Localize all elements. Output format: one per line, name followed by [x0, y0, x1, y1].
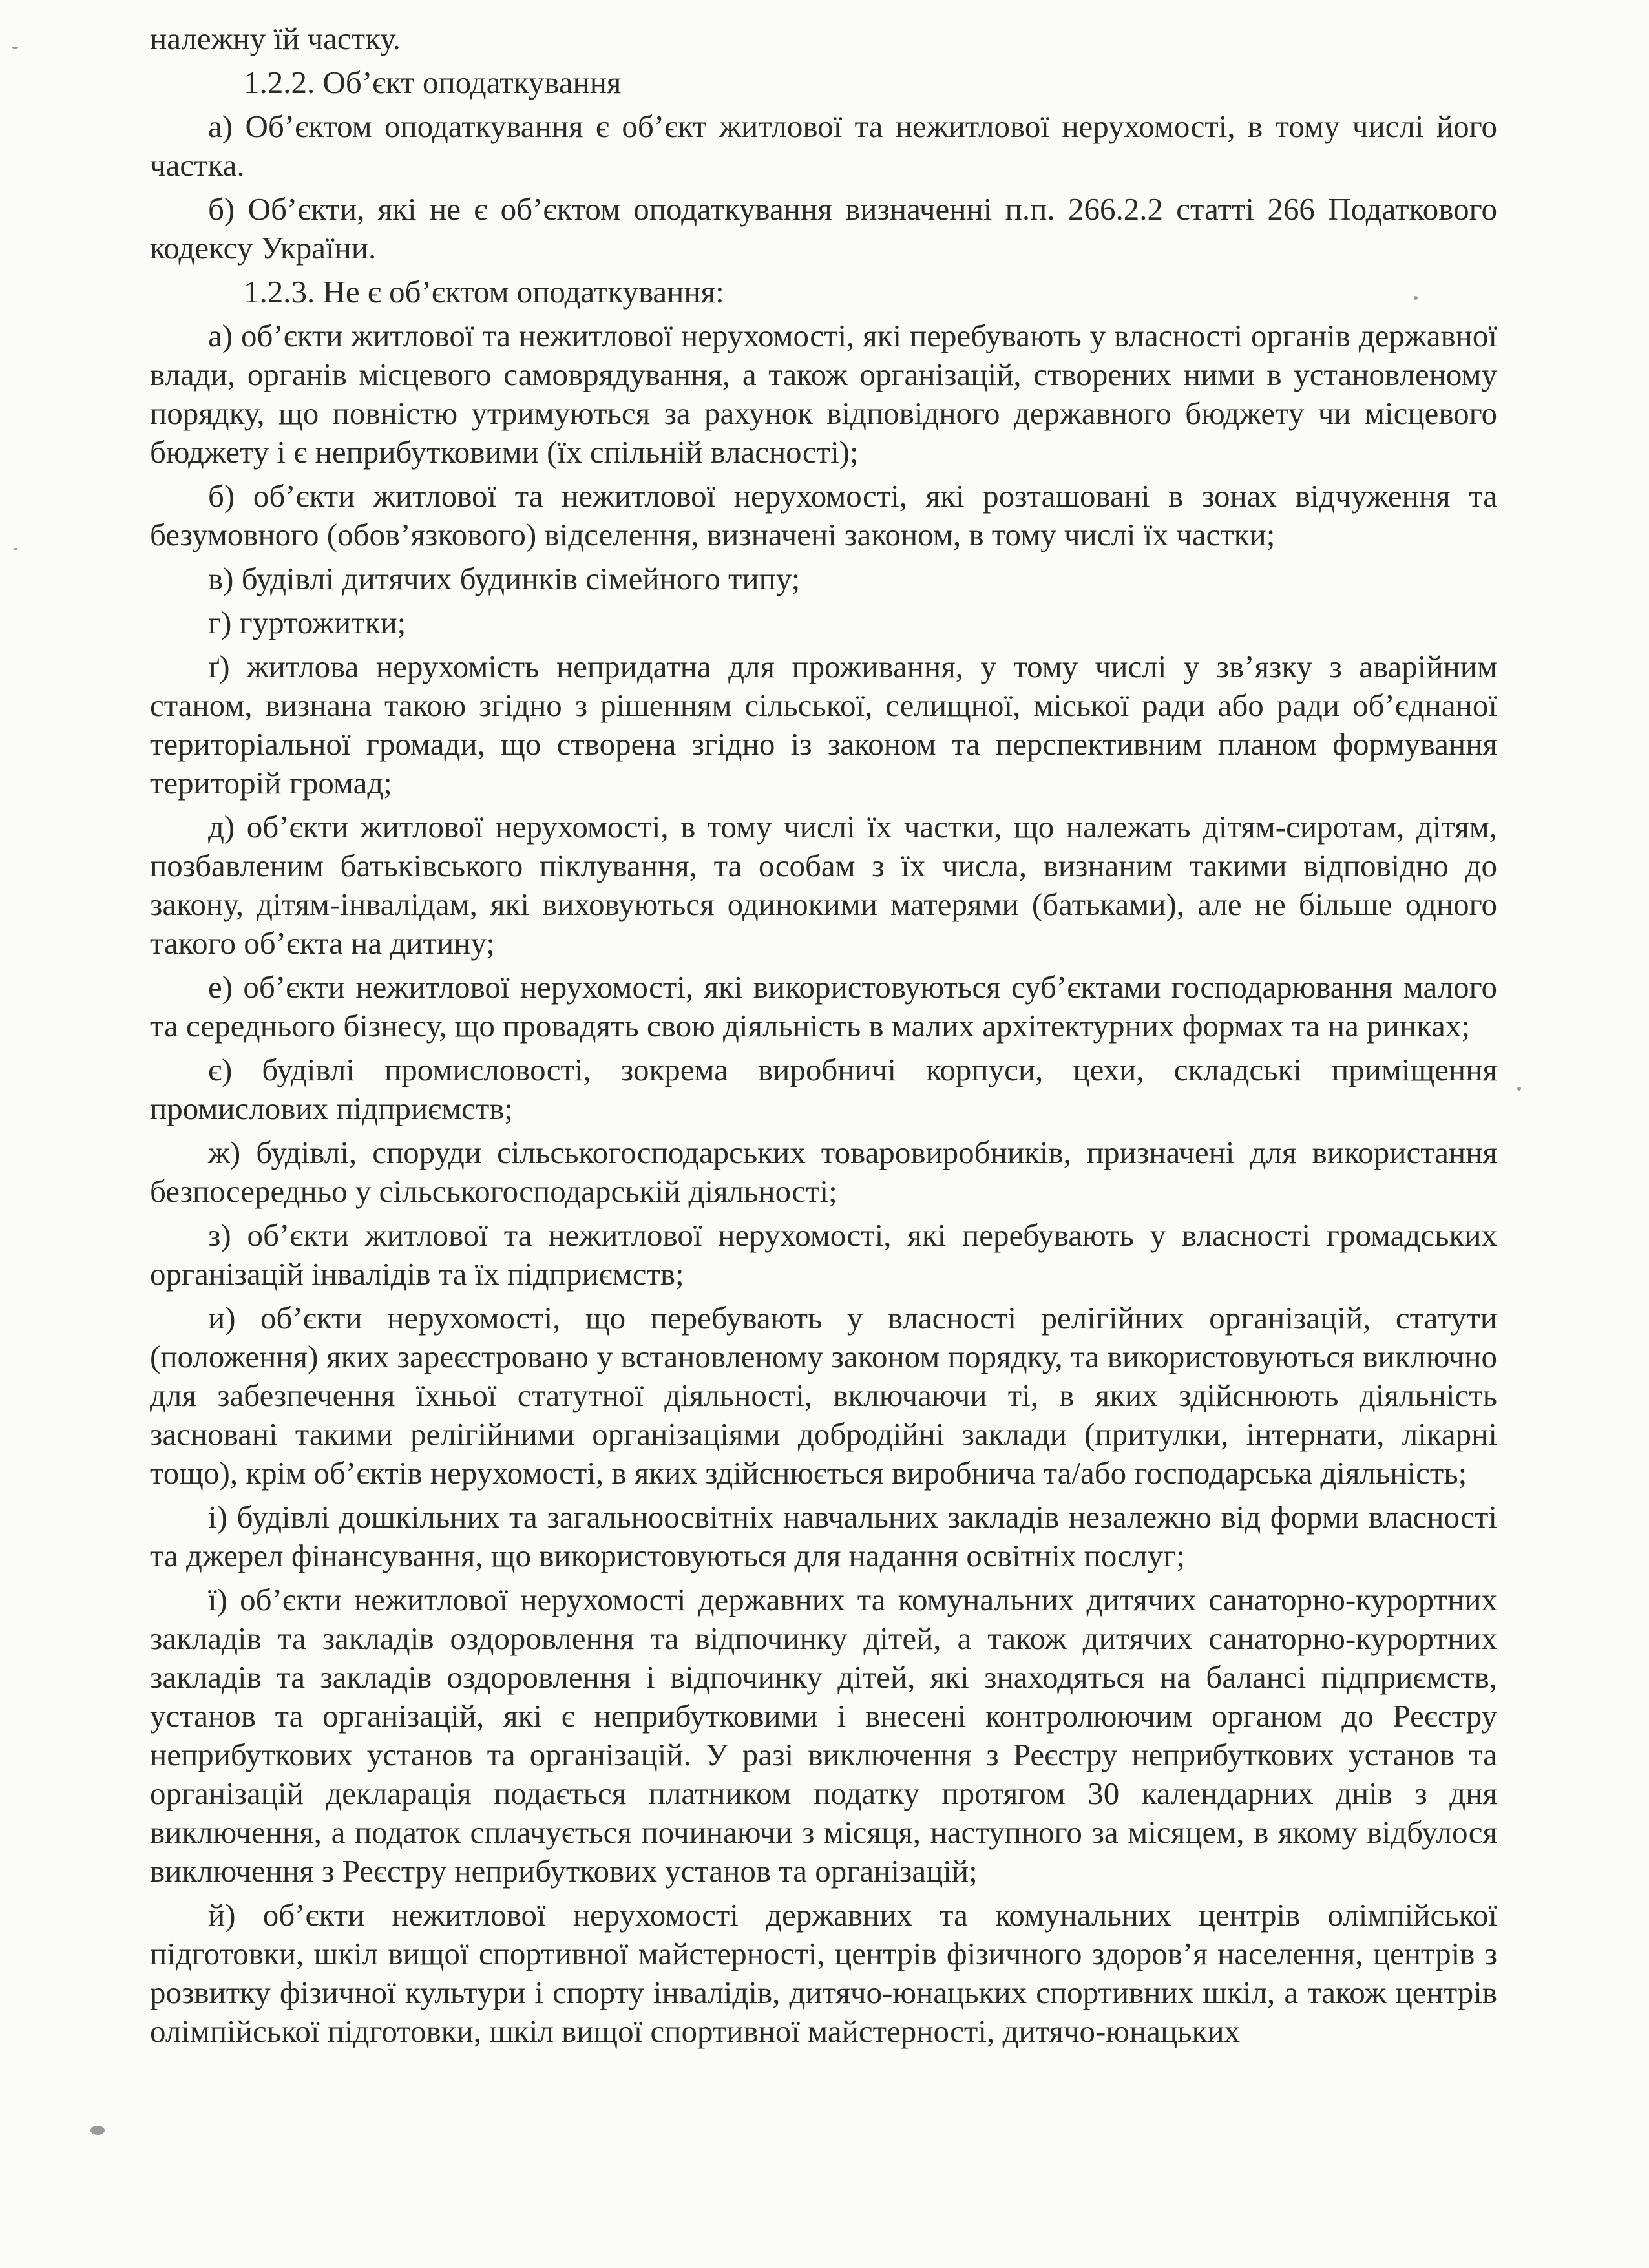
- list-item-e: е) об’єкти нежитлової нерухомості, які використовуються суб’єктами господарювання малого та середнього бізнесу, що провадять свою діяльність в малих архітектурних формах та на ринках;: [150, 969, 1497, 1044]
- list-item-a: а) об’єкти житлової та нежитлової нерухомості, які перебувають у власності органів державної влади, органів місцевого самоврядування, а також організацій, створених ними в установленому порядку, що повністю утримуються за рахунок відповідного державного бюджету чи місцевого бюджету і є неприбутковими (їх спільній власності);: [150, 318, 1497, 470]
- list-item-z: з) об’єкти житлової та нежитлової нерухомості, які перебувають у власності громадських організацій інвалідів та їх підприємств;: [150, 1217, 1497, 1292]
- scan-speck: [12, 47, 18, 49]
- list-item-b: б) об’єкти житлової та нежитлової нерухомості, які розташовані в зонах відчуження та безумовного (обов’язкового) відселення, визначені законом, в тому числі їх частки;: [150, 478, 1497, 552]
- paragraph-item-a: а) Об’єктом оподаткування є об’єкт житлової та нежитлової нерухомості, в тому числі його частка.: [150, 109, 1497, 183]
- scan-speck: [1414, 296, 1418, 300]
- list-item-yi: ї) об’єкти нежитлової нерухомості державних та комунальних дитячих санаторно-курортних закладів та закладів оздоровлення та відпочинку дітей, а також дитячих санаторно-курортних закладів та закладів оздоровлення і відпочинку дітей, які знаходяться на балансі підприємств, установ та організацій, які є неприбутковими і внесені контролюючим органом до Реєстру неприбуткових установ та організацій. У разі виключення з Реєстру неприбуткових установ та організацій декларація подається платником податку протягом 30 календарних днів з дня виключення, а податок сплачується починаючи з місяця, наступного за місяцем, в якому відбулося виключення з Реєстру неприбуткових установ та організацій;: [150, 1582, 1497, 1889]
- list-item-g: ґ) житлова нерухомість непридатна для проживання, у тому числі у зв’язку з аварійним станом, визнана такою згідно з рішенням сільської, селищної, міської ради або ради об’єднаної територіальної громади, що створена згідно із законом та перспективним планом формування територій громад;: [150, 649, 1497, 801]
- list-item-i: і) будівлі дошкільних та загальноосвітніх навчальних закладів незалежно від форми власності та джерел фінансування, що використовуються для надання освітніх послуг;: [150, 1499, 1497, 1573]
- document-body: [150, 19, 1497, 2056]
- list-item-h: г) гуртожитки;: [208, 605, 406, 640]
- section-heading-1-2-2: 1.2.2. Об’єкт оподаткування: [244, 65, 622, 100]
- list-item-y: и) об’єкти нерухомості, що перебувають у власності релігійних організацій, статути (положення) яких зареєстровано у встановленому законом порядку, та використовуються виключно для забезпечення їхньої статутної діяльності, включаючи ті, в яких здійснюють діяльність засновані такими релігійними організаціями добродійні заклади (притулки, інтернати, лікарні тощо), крім об’єктів нерухомості, в яких здійснюється виробнича та/або господарська діяльність;: [150, 1300, 1497, 1491]
- section-heading-1-2-3: 1.2.3. Не є об’єктом оподаткування:: [244, 274, 724, 310]
- list-item-d: д) об’єкти житлової нерухомості, в тому числі їх частки, що належать дітям-сиротам, дітям, позбавленим батьківського піклування, та особам з їх числа, визнаним такими відповідно до закону, дітям-інвалідам, які виховуються одинокими матерями (батьками), але не більше одного такого об’єкта на дитину;: [150, 809, 1497, 961]
- list-item-v: в) будівлі дитячих будинків сімейного типу;: [208, 561, 801, 596]
- paragraph-item-b: б) Об’єкти, які не є об’єктом оподаткування визначенні п.п. 266.2.2 статті 266 Податкового кодексу України.: [150, 191, 1497, 266]
- list-item-zh: ж) будівлі, споруди сільськогосподарських товаровиробників, призначені для використання безпосередньо у сільськогосподарській діяльності;: [150, 1135, 1497, 1209]
- scan-speck: [1517, 1087, 1521, 1091]
- scan-speck: [13, 548, 18, 550]
- list-item-yot: й) об’єкти нежитлової нерухомості державних та комунальних центрів олімпійської підготовки, шкіл вищої спортивної майстерності, центрів фізичного здоров’я населення, центрів з розвитку фізичної культури і спорту інвалідів, дитячо-юнацьких спортивних шкіл, а також центрів олімпійської підготовки, шкіл вищої спортивної майстерності, дитячо-юнацьких: [150, 1897, 1497, 2049]
- list-item-ye: є) будівлі промисловості, зокрема виробничі корпуси, цехи, складські приміщення промислових підприємств;: [150, 1052, 1497, 1126]
- scan-speck: [90, 2126, 105, 2135]
- paragraph-continuation: належну їй частку.: [150, 21, 401, 56]
